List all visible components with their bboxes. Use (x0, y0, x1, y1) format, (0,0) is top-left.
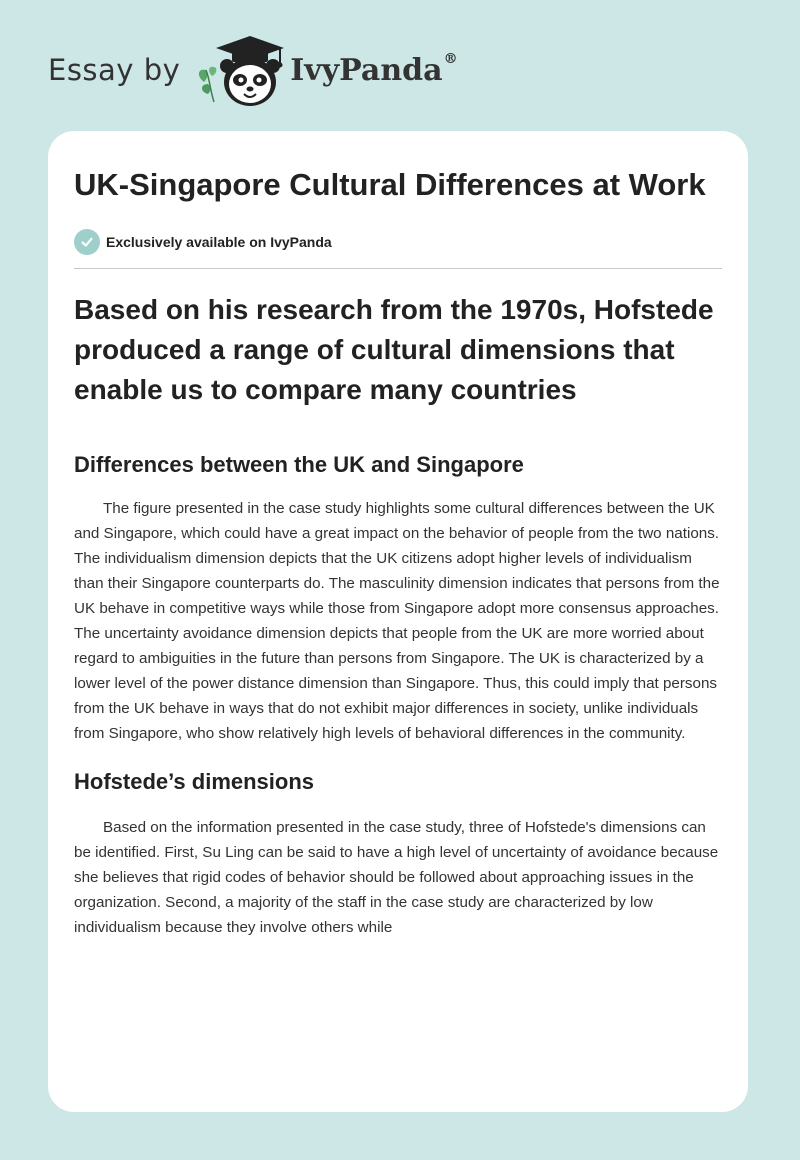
site-header (48, 30, 458, 110)
section-heading-differences: Differences between the UK and Singapore (74, 452, 524, 477)
exclusive-badge-label: Exclusively available on IvyPanda (106, 234, 332, 250)
brand-name[interactable]: IvyPanda® (290, 50, 458, 88)
panda-graduation-cap-icon[interactable] (194, 30, 286, 110)
check-circle-icon (74, 229, 100, 255)
essay-card (48, 131, 748, 1112)
essay-by-label: Essay by (48, 53, 181, 87)
article-subtitle: Based on his research from the 1970s, Hofstede produced a range of cultural dimensions that enable us to compare many countries (74, 294, 714, 405)
section-paragraph-hofstede: Based on the information presented in the case study, three of Hofstede's dimensions can be identified. First, Su Ling can be said to have a high level of uncertainty of avoidance because she believes that rigid codes of behavior should be followed about approaching issues in the organization. Second, a majority of the staff in the case study are characterized by low individualism because they involve others while (74, 819, 719, 936)
section-heading-hofstede: Hofstede’s dimensions (74, 769, 315, 794)
page-title: UK-Singapore Cultural Differences at Work (74, 167, 706, 202)
section-paragraph-differences: The figure presented in the case study highlights some cultural differences between the UK and Singapore, which could have a great impact on the behavior of people from the two nations. The individualism dimension depicts that the UK citizens adopt higher levels of individualism than their Singapore counterparts do. The masculinity dimension indicates that persons from the UK behave in competitive ways while those from Singapore adopt more consensus approaches. The uncertainty avoidance dimension depicts that people from the UK are more worried about regard to ambiguities in the future than persons from Singapore. The UK is characterized by a lower level of the power distance dimension than Singapore. Thus, this could imply that persons from the UK behave in ways that do not exhibit major differences in society, unlike individuals from Singapore, who show relatively high levels of behavioral differences in the community. (74, 500, 720, 742)
title-divider (74, 268, 722, 269)
essay-content (74, 165, 722, 940)
registered-mark: ® (443, 50, 458, 67)
exclusive-badge (74, 228, 722, 256)
